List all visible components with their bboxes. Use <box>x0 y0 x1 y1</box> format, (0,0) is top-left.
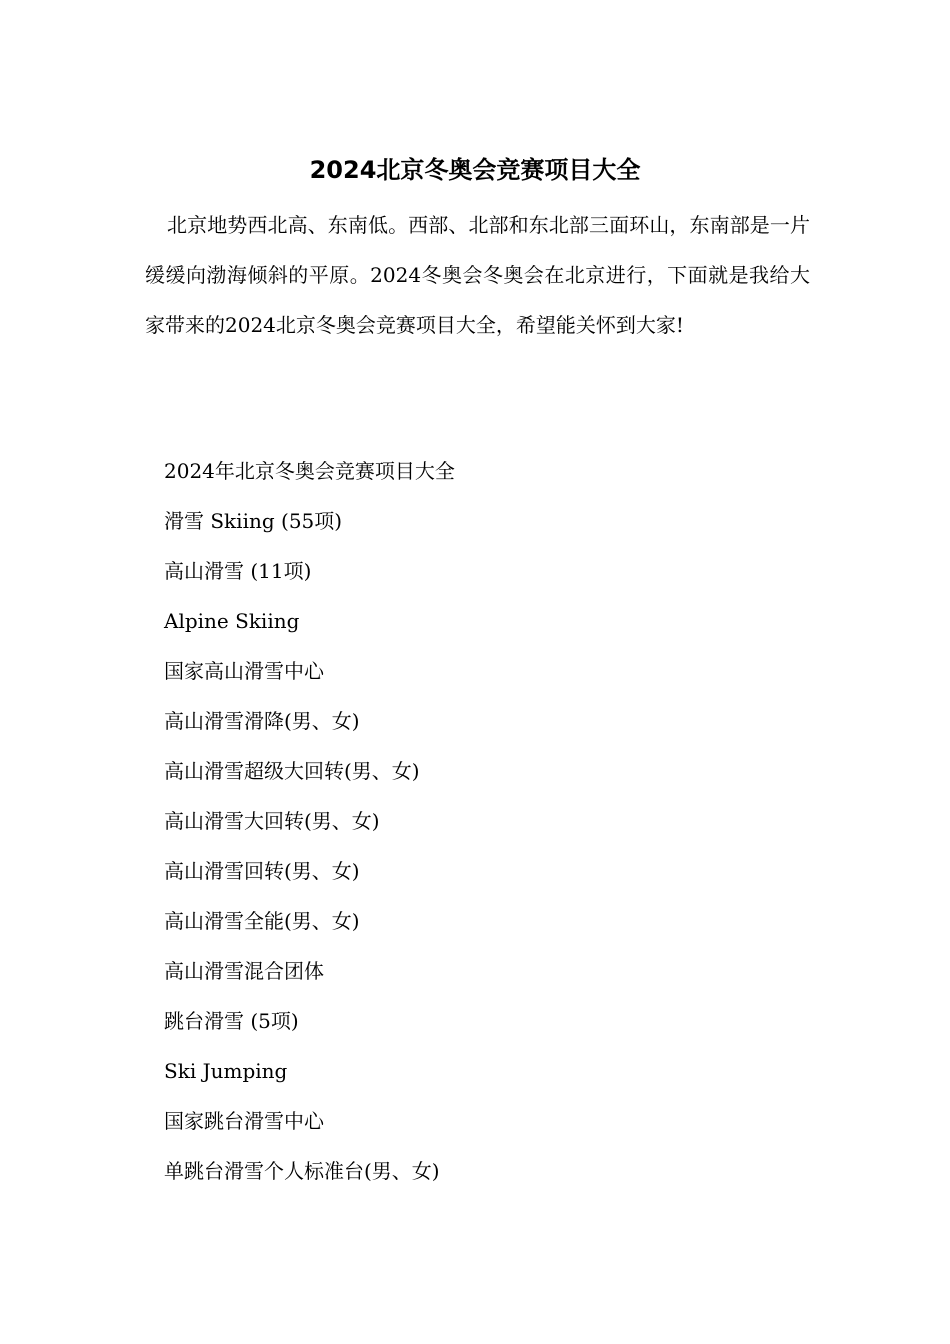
list-item: Alpine Skiing <box>164 609 300 633</box>
document-title: 2024北京冬奥会竞赛项目大全 <box>309 156 641 184</box>
list-item: 跳台滑雪 (5项) <box>164 1009 299 1033</box>
list-item: 2024年北京冬奥会竞赛项目大全 <box>164 459 455 483</box>
list-item: 滑雪 Skiing (55项) <box>164 509 343 533</box>
list-item: 高山滑雪大回转(男、女) <box>164 809 380 833</box>
list-item: 国家高山滑雪中心 <box>164 659 324 683</box>
intro-paragraph: 北京地势西北高、东南低。西部、北部和东北部三面环山，东南部是一片缓缓向渤海倾斜的平原。2024冬奥会冬奥会在北京进行，下面就是我给大家带来的2024北京冬奥会竞赛项目大全，希望能关怀到大家! <box>145 213 810 337</box>
list-item: 高山滑雪回转(男、女) <box>164 859 360 883</box>
list-item: 高山滑雪超级大回转(男、女) <box>164 759 420 783</box>
list-item: Ski Jumping <box>164 1059 288 1083</box>
list-item: 国家跳台滑雪中心 <box>164 1109 324 1133</box>
event-list <box>164 446 804 1196</box>
list-item: 单跳台滑雪个人标准台(男、女) <box>164 1159 440 1183</box>
list-item: 高山滑雪滑降(男、女) <box>164 709 360 733</box>
list-item: 高山滑雪混合团体 <box>164 959 324 983</box>
list-item: 高山滑雪 (11项) <box>164 559 312 583</box>
list-item: 高山滑雪全能(男、女) <box>164 909 360 933</box>
